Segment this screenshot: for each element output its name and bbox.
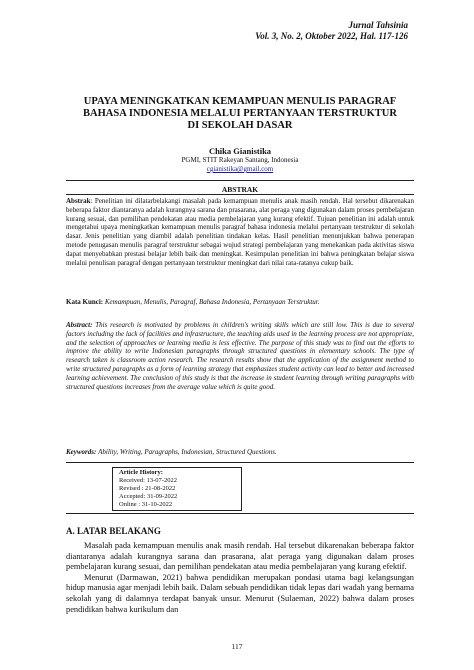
- title-line: DI SEKOLAH DASAR: [187, 120, 293, 131]
- history-online: Online : 31-10-2022: [119, 501, 173, 508]
- journal-name: Jurnal Tahsinia: [348, 20, 408, 30]
- article-history-box: [112, 467, 242, 511]
- divider: [66, 180, 414, 181]
- history-received: Received: 13-07-2022: [119, 477, 177, 484]
- author-affiliation: PGMI, STIT Rakeyan Santang, Indonesia: [181, 156, 299, 164]
- title-line: BAHASA INDONESIA MELALUI PERTANYAAN TERSTRUKTUR: [83, 108, 397, 119]
- abstrak-heading: ABSTRAK: [221, 185, 259, 194]
- abstract-en-paragraph: [66, 321, 414, 391]
- kata-kunci-line: [66, 298, 414, 307]
- author-name: Chika Gianistika: [208, 146, 272, 156]
- divider: [66, 194, 414, 195]
- kata-kunci-label: Kata Kunci:: [66, 298, 104, 306]
- divider: [66, 513, 414, 514]
- abstrak-paragraph: [66, 197, 414, 267]
- history-revised: Revised : 21-08-2022: [119, 485, 176, 492]
- abstrak-label: Abstrak: [66, 197, 91, 205]
- keywords-line: [66, 448, 414, 457]
- paper-title: [66, 96, 414, 132]
- history-heading: Article History:: [119, 469, 163, 476]
- author-email-link[interactable]: cgianistika@gmail.com: [206, 165, 274, 173]
- title-line: UPAYA MENINGKATKAN KEMAMPUAN MENULIS PARAGRAF: [83, 96, 397, 107]
- divider: [66, 462, 414, 463]
- body-text: [66, 541, 414, 615]
- journal-header: [255, 20, 408, 42]
- page-number: 117: [231, 642, 243, 651]
- section-heading: A. LATAR BELAKANG: [66, 526, 161, 536]
- keywords-label: Keywords:: [66, 448, 97, 456]
- journal-volume: Vol. 3, No. 2, Oktober 2022, Hal. 117-126: [255, 31, 408, 41]
- body-paragraph: Menurut (Darmawan, 2021) bahwa pendidikan merupakan pondasi utama bagi kelangsungan hidup manusia agar menjadi lebih baik. Dalam sebuah pendidikan tidak lepas dari wadah yang bernama sekolah yang di dalamnya terdapat banyak unsur. Menurut (Sulaeman, 2022) bahwa dalam proses pendidikan bahwa kurikulum dan: [66, 572, 414, 614]
- abstract-en-text: This research is motivated by problems in children's writing skills which are still low. This is due to several factors including the lack of facilities and infrastructure, the teaching aids used in the learning process are not appropriate, and the selection of approaches or learning media is less effective. The purpose of this study was to find out the efforts to improve the ability to write Indonesian paragraphs through structured questions in elementary schools. The type of research taken is classroom action research. The research results show that the application of the assignment method to write structured paragraphs as a form of learning strategy that emphasizes student activity can lead to better and increased learning achievement. The conclusion of this study is that the increase in student learning through writing paragraphs with structured questions increases from the average value which is quite good.: [66, 321, 414, 391]
- abstrak-text: : Penelitian ini dilatarbelakangi masalah pada kemampuan menulis anak masih rendah. Hal tersebut dikarenakan beberapa faktor diantaranya adalah kurangnya sarana dan prasarana, alat peraga yang digunakan dalam proses pembelajaran kurang sesuai, dan pemilihan pendekatan atau media pembelajaran yang kurang efektif. Tujuan penelitian ini adalah untuk mengetahui upaya meningkatkan kemampuan menulis paragraf bahasa indonesia melalui pertanyaan terstruktur di sekolah dasar. Jenis penelitian yang diambil adalah penelitian tindakan kelas. Hasil penelitian menunjukkan bahwa penerapan metode penugasan menulis paragraf terstruktur sebagai wujud strategi pembelajaran yang menekankan pada aktivitas siswa dapat menyebabkan prestasi belajar lebih baik dan meningkat. Kesimpulan penelitian ini bahwa peningkatan belajar siswa melalui penulisan paragraf dengan pertanyaan terstruktur meningkat dari nilai rata-ratanya cukup baik.: [66, 197, 414, 267]
- keywords-text: Ability, Writing, Paragraphs, Indonesian, Structured Questions.: [98, 448, 277, 456]
- history-accepted: Accepted: 31-09-2022: [119, 493, 178, 500]
- kata-kunci-text: Kemampuan, Menulis, Paragraf, Bahasa Indonesia, Pertanyaan Terstruktur.: [104, 298, 320, 306]
- abstract-en-label: Abstract:: [66, 321, 93, 329]
- body-paragraph: Masalah pada kemampuan menulis anak masih rendah. Hal tersebut dikarenakan beberapa faktor diantaranya adalah kurangnya sarana dan prasarana, alat peraga yang digunakan dalam proses pembelajaran kurang sesuai, dan pemilihan pendekatan atau media pembelajaran yang kurang efektif.: [66, 541, 414, 572]
